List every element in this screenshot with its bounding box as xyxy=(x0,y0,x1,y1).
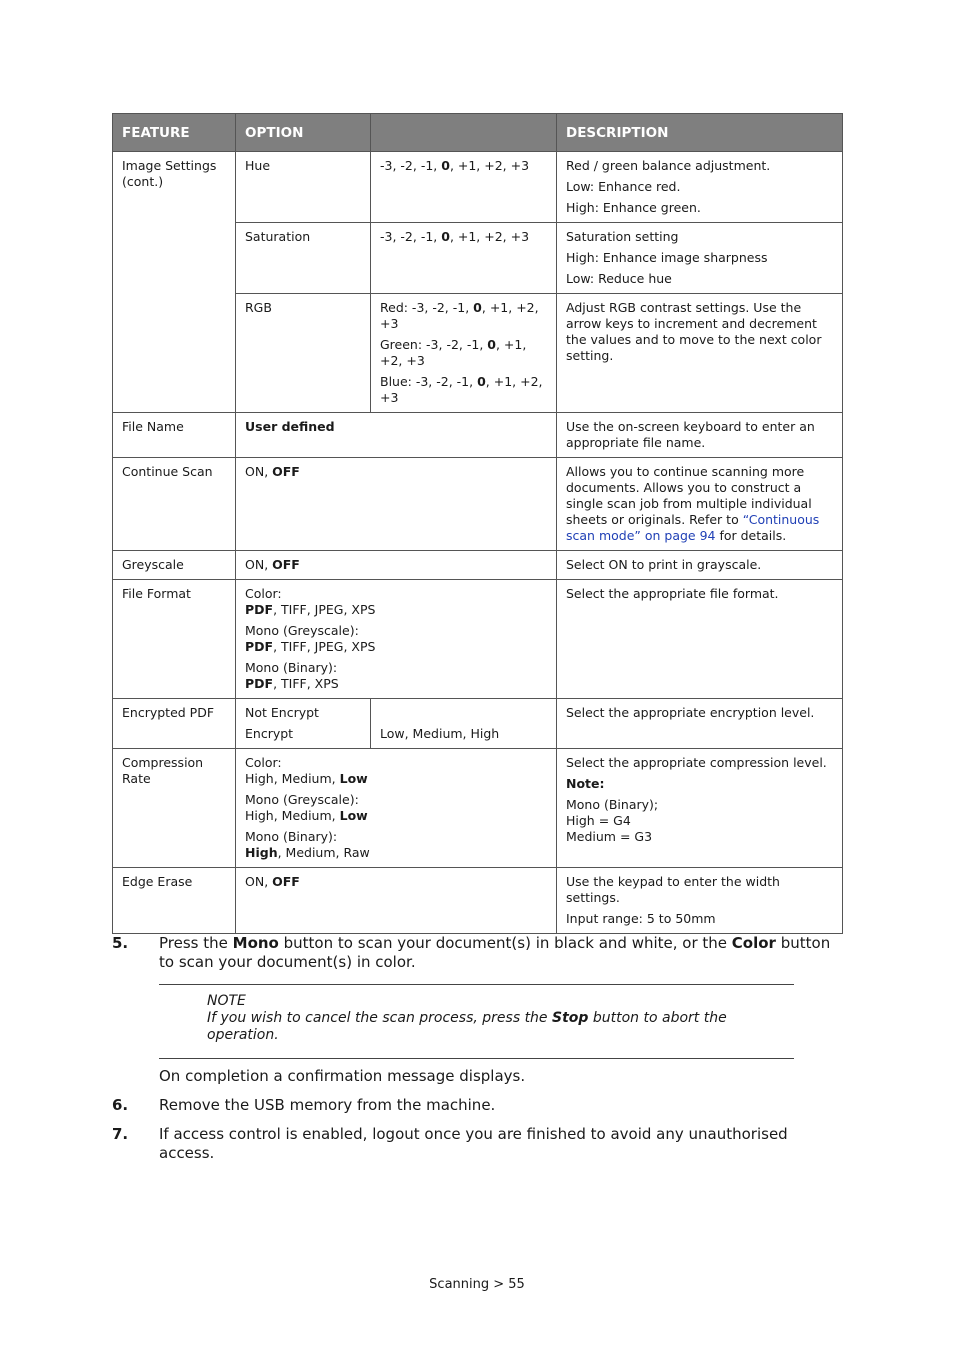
step-7 xyxy=(112,1125,842,1165)
hue-description: Red / green balance adjustment. Low: Enhance red. High: Enhance green. xyxy=(557,152,843,223)
table-row xyxy=(113,580,843,699)
feature-greyscale: Greyscale xyxy=(113,551,236,580)
compression-options: Color: High, Medium, Low Mono (Greyscale): High, Medium, Low Mono (Binary): High, Medium, Raw xyxy=(236,749,557,868)
continue-scan-options: ON, OFF xyxy=(236,458,557,551)
step-text: If access control is enabled, logout once you are finished to avoid any unauthorised access. xyxy=(159,1125,788,1162)
feature-file-format: File Format xyxy=(113,580,236,699)
step-number: 6. xyxy=(112,1096,129,1114)
feature-file-name: File Name xyxy=(113,413,236,458)
page-footer: Scanning > 55 xyxy=(429,1277,525,1292)
option-saturation: Saturation xyxy=(236,223,371,294)
note-text: If you wish to cancel the scan process, press the Stop button to abort the operation. xyxy=(207,1010,727,1043)
step-text: Press the Mono button to scan your document(s) in black and white, or the Color button to scan your document(s) in color. xyxy=(159,934,831,971)
saturation-description: Saturation setting High: Enhance image sharpness Low: Reduce hue xyxy=(557,223,843,294)
note-top-rule xyxy=(159,984,794,985)
greyscale-description: Select ON to print in grayscale. xyxy=(557,551,843,580)
feature-edge-erase: Edge Erase xyxy=(113,868,236,934)
note-box xyxy=(207,993,767,1044)
table-header-row xyxy=(113,114,843,152)
feature-continue-scan: Continue Scan xyxy=(113,458,236,551)
option-rgb: RGB xyxy=(236,294,371,413)
rgb-description: Adjust RGB contrast settings. Use the arrow keys to increment and decrement the values and to move to the next color setting. xyxy=(557,294,843,413)
encrypted-pdf-options: Not Encrypt Encrypt xyxy=(236,699,371,749)
feature-image-settings: Image Settings (cont.) xyxy=(113,152,236,413)
table-row xyxy=(113,699,843,749)
table-row xyxy=(113,868,843,934)
continuous-scan-mode-link[interactable]: “Continuous scan mode” on page 94 xyxy=(566,512,820,543)
edge-erase-description: Use the keypad to enter the width settings. Input range: 5 to 50mm xyxy=(557,868,843,934)
encryption-levels: Low, Medium, High xyxy=(371,699,557,749)
file-name-description: Use the on-screen keyboard to enter an appropriate file name. xyxy=(557,413,843,458)
saturation-values: -3, -2, -1, 0, +1, +2, +3 xyxy=(371,223,557,294)
header-feature: FEATURE xyxy=(113,114,236,152)
table-row xyxy=(113,413,843,458)
hue-values: -3, -2, -1, 0, +1, +2, +3 xyxy=(371,152,557,223)
step-6 xyxy=(112,1096,842,1116)
greyscale-options: ON, OFF xyxy=(236,551,557,580)
table-row xyxy=(113,749,843,868)
note-label: NOTE xyxy=(207,993,246,1009)
header-option: OPTION xyxy=(236,114,371,152)
file-format-options: Color: PDF, TIFF, JPEG, XPS Mono (Greyscale): PDF, TIFF, JPEG, XPS Mono (Binary): PDF, TIFF, XPS xyxy=(236,580,557,699)
rgb-values: Red: -3, -2, -1, 0, +1, +2, +3 Green: -3, -2, -1, 0, +1, +2, +3 Blue: -3, -2, -1, 0, +1, +2, +3 xyxy=(371,294,557,413)
header-blank xyxy=(371,114,557,152)
completion-message: On completion a confirmation message displays. xyxy=(159,1067,526,1085)
note-bottom-rule xyxy=(159,1058,794,1059)
feature-encrypted-pdf: Encrypted PDF xyxy=(113,699,236,749)
feature-compression-rate: Compression Rate xyxy=(113,749,236,868)
step-5 xyxy=(112,934,842,974)
table-row xyxy=(113,551,843,580)
continue-scan-description: Allows you to continue scanning more documents. Allows you to construct a single scan job from multiple individual sheets or originals. Refer to “Continuous scan mode” on page 94 for details. xyxy=(557,458,843,551)
encrypted-pdf-description: Select the appropriate encryption level. xyxy=(557,699,843,749)
table-row xyxy=(113,152,843,223)
compression-description: Select the appropriate compression level. Note: Mono (Binary); High = G4 Medium = G3 xyxy=(557,749,843,868)
feature-table xyxy=(112,113,843,934)
table-row xyxy=(113,458,843,551)
step-text: Remove the USB memory from the machine. xyxy=(159,1096,496,1114)
edge-erase-options: ON, OFF xyxy=(236,868,557,934)
step-number: 5. xyxy=(112,934,129,952)
step-number: 7. xyxy=(112,1125,129,1143)
option-hue: Hue xyxy=(236,152,371,223)
header-description: DESCRIPTION xyxy=(557,114,843,152)
option-user-defined: User defined xyxy=(236,413,557,458)
file-format-description: Select the appropriate file format. xyxy=(557,580,843,699)
